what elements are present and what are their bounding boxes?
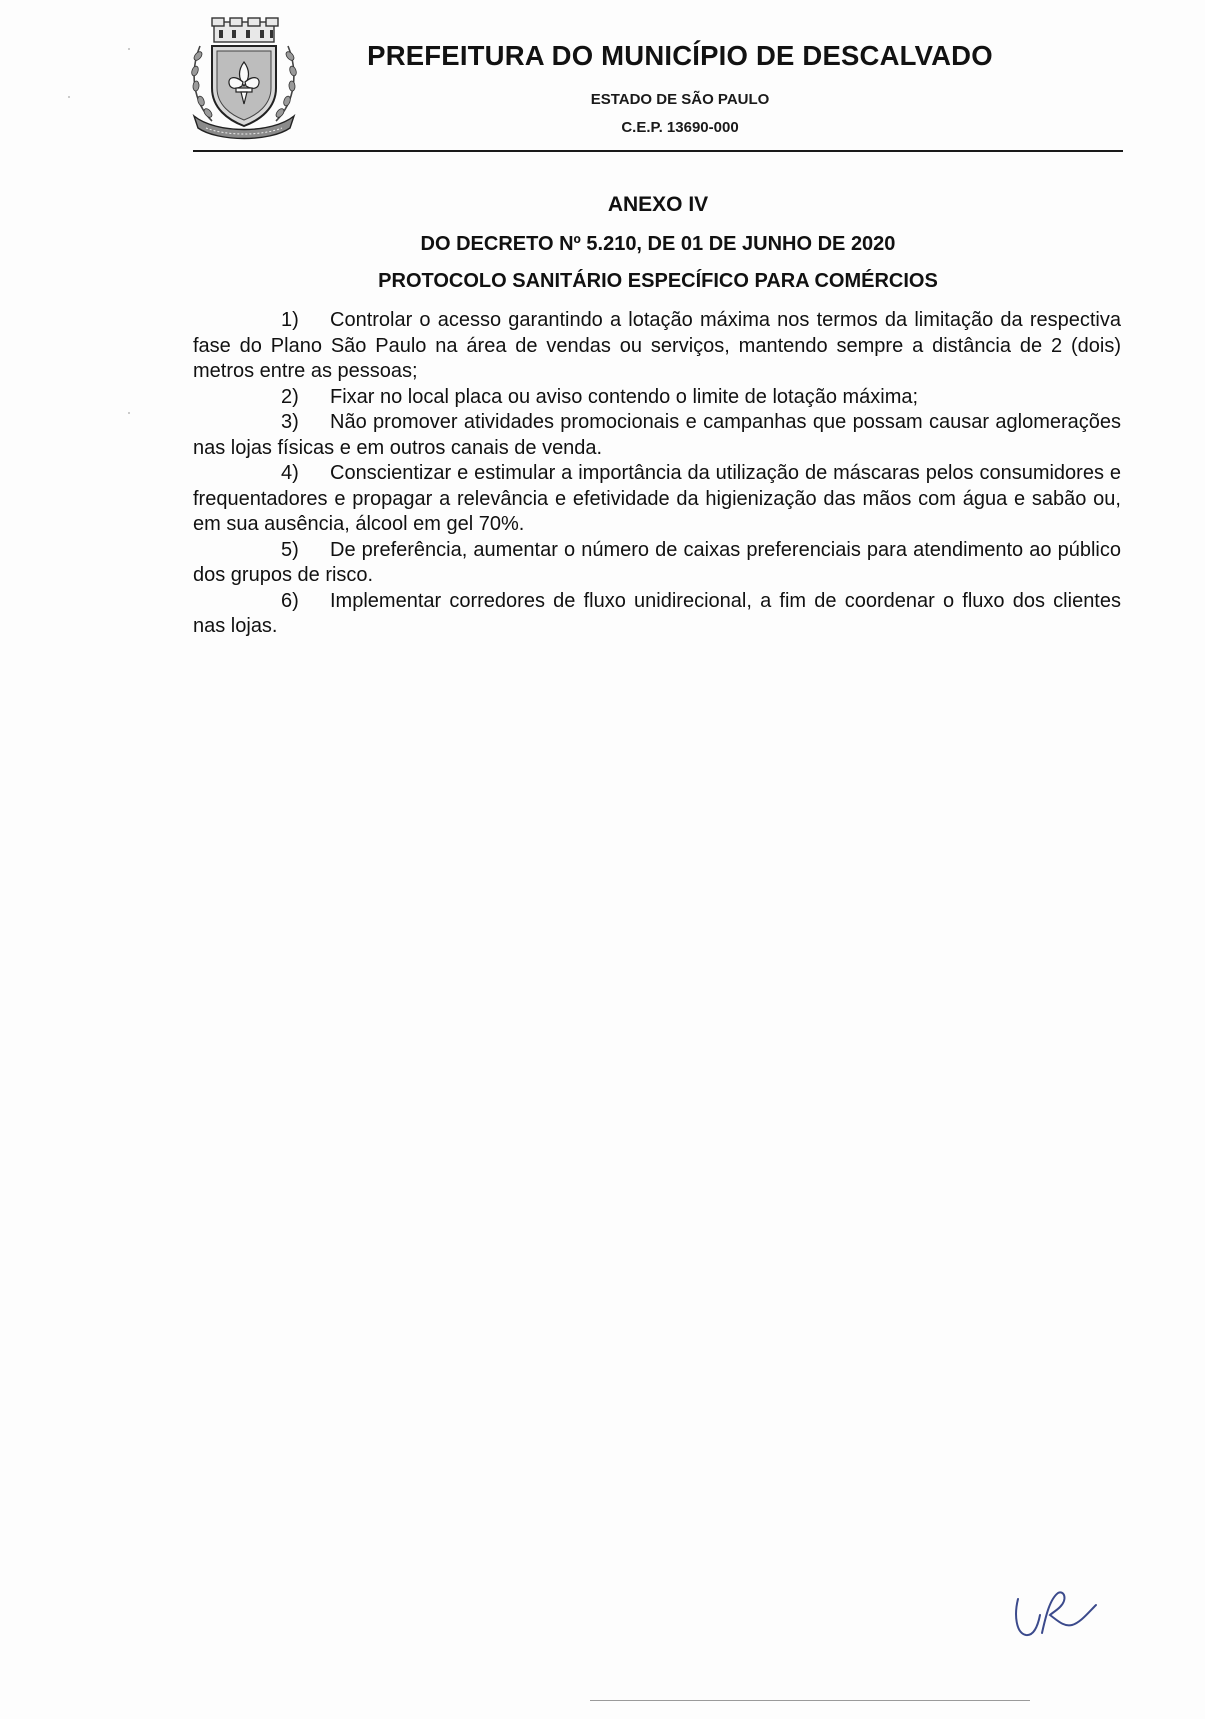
municipality-title: PREFEITURA DO MUNICÍPIO DE DESCALVADO [367,40,993,71]
list-item [193,538,1121,589]
list-item [193,410,1121,461]
item-number: 2) [281,385,299,408]
list-item [193,461,1121,538]
item-number: 5) [281,538,299,561]
footer-divider [590,1700,1030,1701]
item-number: 3) [281,411,299,433]
item-text: Não promover atividades promocionais e campanhas que possam causar aglomerações nas lojas físicas e em outros canais de venda. [193,411,1121,459]
item-text: Conscientizar e estimular a importância da utilização de máscaras pelos consumidores e frequentadores e propagar a relevância e efetividade da higienização das mãos com água e sabão ou, em sua ausência, álcool em gel 70%. [193,462,1121,535]
list-item [193,385,1121,411]
handwritten-initials-icon [1012,1585,1102,1645]
list-item [193,589,1121,640]
item-text: Fixar no local placa ou aviso contendo o limite de lotação máxima; [330,385,919,408]
coat-of-arms-icon [186,16,302,142]
scan-speck [68,96,70,98]
scan-speck [128,48,130,50]
protocol-items [193,308,1121,640]
item-number: 1) [281,309,299,331]
item-text: Controlar o acesso garantindo a lotação máxima nos termos da limitação da respectiva fase do Plano São Paulo na área de vendas ou serviços, mantendo sempre a distância de 2 (dois) metros entre as pessoas; [193,309,1121,382]
scan-speck [128,412,130,414]
item-number: 4) [281,462,299,484]
state-label: ESTADO DE SÃO PAULO [590,91,770,108]
item-number: 6) [281,589,299,612]
protocol-title: PROTOCOLO SANITÁRIO ESPECÍFICO PARA COMÉRCIOS [378,270,938,292]
list-item [193,308,1121,385]
header-divider [193,150,1123,152]
postal-code: C.E.P. 13690-000 [621,119,739,136]
decree-title: DO DECRETO Nº 5.210, DE 01 DE JUNHO DE 2020 [420,233,896,255]
item-text: Implementar corredores de fluxo unidirecional, a fim de coordenar o fluxo dos clientes nas lojas. [193,589,1121,637]
item-text: De preferência, aumentar o número de caixas preferenciais para atendimento ao público dos grupos de risco. [193,538,1121,586]
annex-title: ANEXO IV [607,193,709,216]
